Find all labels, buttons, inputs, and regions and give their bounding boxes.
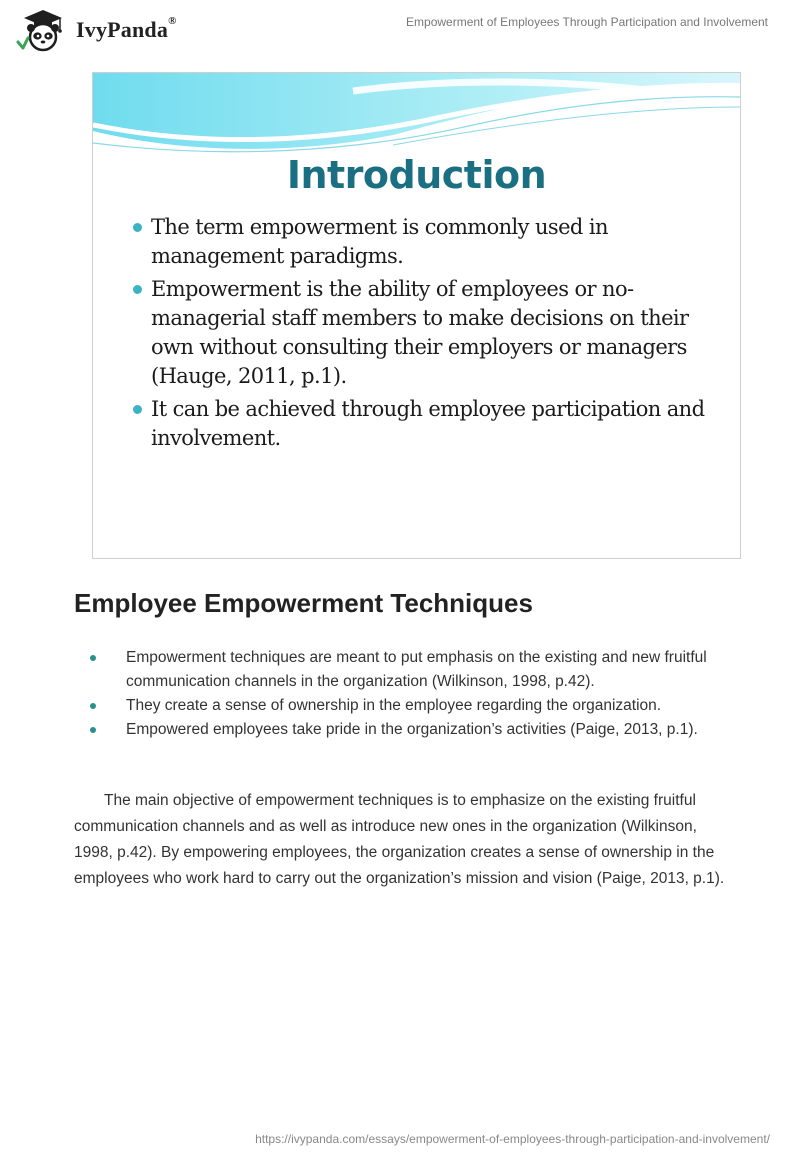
slide-bullet-list	[151, 213, 726, 457]
slide-bullet-text: The term empowerment is commonly used in management paradigms.	[151, 215, 608, 268]
bullet-dot-icon	[90, 703, 96, 709]
bullet-dot-icon	[133, 405, 142, 414]
list-item	[126, 694, 726, 718]
list-item	[126, 646, 726, 694]
slide-bullet-item	[151, 275, 726, 391]
document-title: Empowerment of Employees Through Participation and Involvement	[406, 15, 768, 29]
techniques-list	[126, 646, 726, 742]
body-paragraph: The main objective of empowerment techniques is to emphasize on the existing fruitful communication channels and as well as introduce new ones in the organization (Wilkinson, 1998, p.42). By empowering employees, the organization creates a sense of ownership in the employees who work hard to carry out the organization’s mission and vision (Paige, 2013, p.1).	[74, 792, 725, 887]
list-item	[126, 718, 726, 742]
list-item-text: They create a sense of ownership in the employee regarding the organization.	[126, 697, 662, 714]
bullet-dot-icon	[90, 727, 96, 733]
footer-url-link[interactable]: https://ivypanda.com/essays/empowerment-of-employees-through-participation-and-involvement/	[255, 1132, 770, 1146]
list-item-text: Empowered employees take pride in the organization’s activities (Paige, 2013, p.1).	[126, 721, 698, 738]
slide-title: Introduction	[286, 153, 547, 197]
section-heading: Employee Empowerment Techniques	[74, 588, 533, 618]
bullet-dot-icon	[133, 285, 142, 294]
ivypanda-logo[interactable]	[14, 8, 177, 52]
slide-wave-decoration	[93, 73, 740, 153]
list-item-text: Empowerment techniques are meant to put emphasis on the existing and new fruitful communication channels in the organization (Wilkinson, 1998, p.42).	[126, 649, 707, 690]
brand-name: IvyPanda®	[76, 15, 177, 42]
registered-mark: ®	[168, 15, 177, 27]
panda-graduation-cap-icon	[14, 8, 72, 52]
slide-bullet-text: It can be achieved through employee participation and involvement.	[151, 397, 705, 450]
bullet-dot-icon	[90, 655, 96, 661]
presentation-slide	[92, 72, 741, 559]
bullet-dot-icon	[133, 223, 142, 232]
slide-bullet-text: Empowerment is the ability of employees or no-managerial staff members to make decisions on their own without consulting their employers or managers (Hauge, 2011, p.1).	[151, 277, 689, 388]
slide-bullet-item	[151, 213, 726, 271]
slide-bullet-item	[151, 395, 726, 453]
